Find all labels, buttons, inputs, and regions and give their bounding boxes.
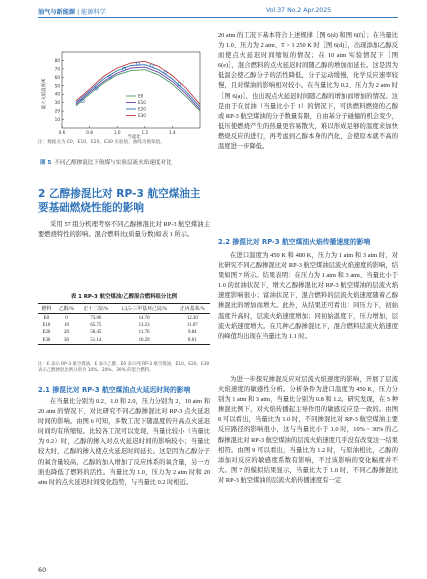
- table-cell: 30: [64, 337, 69, 343]
- y-tick-label: 80: [54, 57, 60, 63]
- x-tick-label: 1.2: [141, 130, 149, 135]
- subsection-2-1-title: 2.1 掺混比对 RP-3 航空煤油点火延迟时间的影响: [38, 386, 191, 394]
- table-cell: 73.06: [90, 315, 102, 321]
- table-cell: E10: [42, 322, 51, 328]
- table-note: 注：E 表示 RP-3 航空煤油，E 表示乙醇，E0 表示纯 RP-3 航空煤油，E10、E20、E30 表示乙醇掺混比例分别为 10%、20%、30% 的混合燃料。: [38, 362, 210, 374]
- right-para-2-text: 在进口温度为 450 K 和 480 K，压力为 1 atm 和 3 atm 时，对比研究不同乙醇掺混比对 RP-3 航空煤油层流火焰速度的影响，结果如图 7 所示。结果表明：在压力为 1 atm 和 3 atm、当量比小于 1.0 的贫油状况下，增大乙醇掺混比对 RP-3 航空煤油的层流火焰速度影响很小；富油状况下，混合燃料的层流火焰速度随着乙醇掺混比的增加而增大。此外，从结果还可看出：同压力下，初始温度升高时，层流火焰速度增加；同初始温度下，压力增加，层流火焰速度增大。在几种乙醇掺混比下，混合燃料层流火焰速度的峰值均出现在当量比为 1.1 时。: [218, 252, 398, 340]
- table-1: [38, 303, 210, 345]
- section-2-intro: [38, 220, 210, 240]
- legend-label: E0: [138, 93, 144, 99]
- table-cell: E20: [42, 330, 51, 336]
- figure-note: 注：数据点为 E0，E10，E20，E30 实验值；曲线为模拟值。: [38, 140, 165, 145]
- table-cell: 11.76: [138, 330, 150, 336]
- y-tick-label: 60: [54, 74, 60, 80]
- table-row: [38, 337, 210, 345]
- table-cell: E30: [42, 337, 51, 343]
- subsection-2-1-text: 在当量比分别为 0.2、1.0 和 2.0，压力分别为 2、10 atm 和 20 atm 的情况下，对比研究不同乙醇掺混比对 RP-3 点火延迟时间的影响。由图 6 可知，多数工况下随温度的升高点火延迟时间均有所缩短。比较各工况可以发现，当量比较小（当量比为 0.2）时，乙醇的掺入对点火延迟时间的影响较小；当量比较大时，乙醇的掺入使点火延迟时间延长。这是因为乙醇分子的氧含量较高，乙醇的加入增加了反应体系的氧含量，另一方面也降低了燃料的活性。当量比为 1.0，压力为 2 atm 时和 20 atm 时的点火延迟时间变化趋势，与当量比 0.2 时相近。: [38, 398, 210, 486]
- journal-name: 油气与新能源: [38, 9, 76, 16]
- chart-xlabel: 当量比: [127, 135, 141, 140]
- table-cell: 13.23: [138, 322, 150, 328]
- right-para-3-text: 为进一步探究掺混反应对层流火焰速度的影响，开展了层流火焰速度的敏感性分析。分析条件为进口温度为 450 K，压力分别为 1 atm 和 3 atm，当量比分别为 0.8 和 1.2。研究发现，在 5 种掺混比例下，对火焰传播起主导作用的敏感反应是一致的。由图 8 可以看出，当量比为 1.0 时，不同掺混比对 RP-3 航空煤油主要反应路径的影响很小，这与当量比小于 1.0 时，10% ~ 30% 的乙醇掺混比对 RP-3 航空煤油的层流火焰速度几乎没有改变这一结果相符。由图 9 可以看出，当量比为 1.2 时，与原油相比，乙醇的添加对反应的敏感度系数有影响，不过该影响的变化幅度并不大。图 7 的模拟结果显示，当量比大于 1.0 时，不同乙醇掺混比对 RP-3 航空煤油的层流火焰传播速度有一定: [218, 376, 398, 484]
- data-point: [150, 64, 153, 67]
- table-1-title: 表 1 RP-3 航空煤油/乙醇混合燃料组分比例: [70, 294, 178, 300]
- legend-label: E10: [138, 100, 146, 105]
- chart-legend: [126, 94, 146, 119]
- table-cell: 65.75: [90, 322, 102, 328]
- page-number: 60: [38, 566, 47, 574]
- table-cell: 12.30: [186, 315, 198, 321]
- table-header-cell: 正十二烷/%: [83, 307, 109, 313]
- table-cell: 51.14: [90, 337, 102, 343]
- section-2-title: 2 乙醇掺混比对 RP-3 航空煤油主要基础燃烧性能的影响: [38, 188, 201, 214]
- issue-info: Vol.37 No.2 Apr.2025: [266, 7, 332, 14]
- section-2-intro-text: 采用 57 组分机理考察不同乙醇掺混比对 RP-3 航空煤油主要燃烧特性的影响。混合燃料比(质量分数)如表 1 所示。: [38, 221, 210, 239]
- table-row: [38, 322, 210, 329]
- table-cell: 20: [64, 330, 69, 336]
- figure-caption-text: 不同乙醇掺混比下航煤与实验层流火焰速度对比: [54, 160, 172, 166]
- table-cell: 10: [64, 322, 69, 328]
- table-cell: E0: [43, 315, 50, 321]
- y-tick-label: 40: [54, 91, 60, 97]
- header-divider: [38, 17, 398, 18]
- table-cell: 11.07: [186, 322, 198, 328]
- table-header-cell: 乙醇/%: [58, 307, 75, 313]
- right-para-1-text: 20 atm 的工况下基本符合上述规律［图 6(d) 和图 6(f)］；在当量比为 1.0、压力为 2 atm、T > 1 250 K 时［图 6(d)］，出现添加乙醇反而使点火延迟时间缩短的情况；在 10 atm 实验情况下［图 6(e)］，混合燃料的点火延迟时间随乙醇的增加而延长。这是因为低温会使乙醇分子的活性降低，分子运动缓慢，化学反应速率较慢，且对煤油的影响相对较小。在当量比为 0.2、压力为 2 atm 时［图 6(a)］，也出现点火延迟时间随乙醇的增加而增加的情况。这是由于在贫油（当量比小于 1）的情况下，可供燃料燃烧的乙醇或 RP-3 航空煤油的分子数量有限，自由基分子碰撞的机会变少，低压使燃烧产生的热量更容易散失，难以形成足够的温度来加快燃烧反应的进行，再考虑到乙醇本身的汽化，会使原本就不高的温度进一步降低。: [218, 32, 398, 151]
- x-tick-label: 0.6: [58, 130, 66, 135]
- table-cell: 8.61: [188, 337, 197, 343]
- legend-label: E20: [138, 106, 146, 112]
- y-tick-label: 30: [54, 100, 60, 106]
- right-column-para-3: [218, 375, 398, 486]
- x-tick-label: 0.8: [86, 130, 93, 135]
- y-tick-label: 10: [54, 117, 60, 123]
- table-cell: 58.45: [90, 330, 102, 336]
- table-row: [38, 314, 210, 322]
- table-cell: 14.70: [138, 315, 150, 321]
- subsection-2-1-body: [38, 397, 210, 488]
- figure-caption-label: 图 5: [40, 160, 52, 166]
- y-tick-label: 70: [54, 66, 60, 72]
- chart-ylabel: 最大火焰温度/K: [42, 78, 47, 110]
- table-header-cell: 燃料: [41, 307, 52, 313]
- table-cell: 9.84: [188, 330, 197, 336]
- x-tick-label: 1.4: [169, 130, 176, 135]
- journal-section: 能源科学: [81, 9, 106, 16]
- table-row: [38, 329, 210, 336]
- table-cell: 0: [65, 315, 68, 321]
- figure-caption: [40, 158, 205, 166]
- journal-header: 油气与新能源 | 能源科学: [38, 9, 106, 16]
- right-column-para-1: [218, 31, 398, 152]
- y-tick-label: 20: [54, 108, 60, 114]
- subsection-2-2-title: 2.2 掺混比对 RP-3 航空煤油火焰传播速度的影响: [218, 238, 371, 246]
- table-header-row: [38, 304, 210, 314]
- table-header-cell: 正丙基苯/%: [179, 307, 205, 313]
- figure-5-chart: [40, 48, 205, 140]
- x-tick-label: 1.0: [113, 130, 121, 135]
- legend-label: E30: [138, 113, 146, 118]
- right-column-para-2: [218, 251, 398, 342]
- table-cell: 10.29: [138, 337, 150, 343]
- y-tick-label: 50: [54, 83, 60, 89]
- table-header-cell: 1,3,5-三甲基环己烷/%: [120, 307, 168, 313]
